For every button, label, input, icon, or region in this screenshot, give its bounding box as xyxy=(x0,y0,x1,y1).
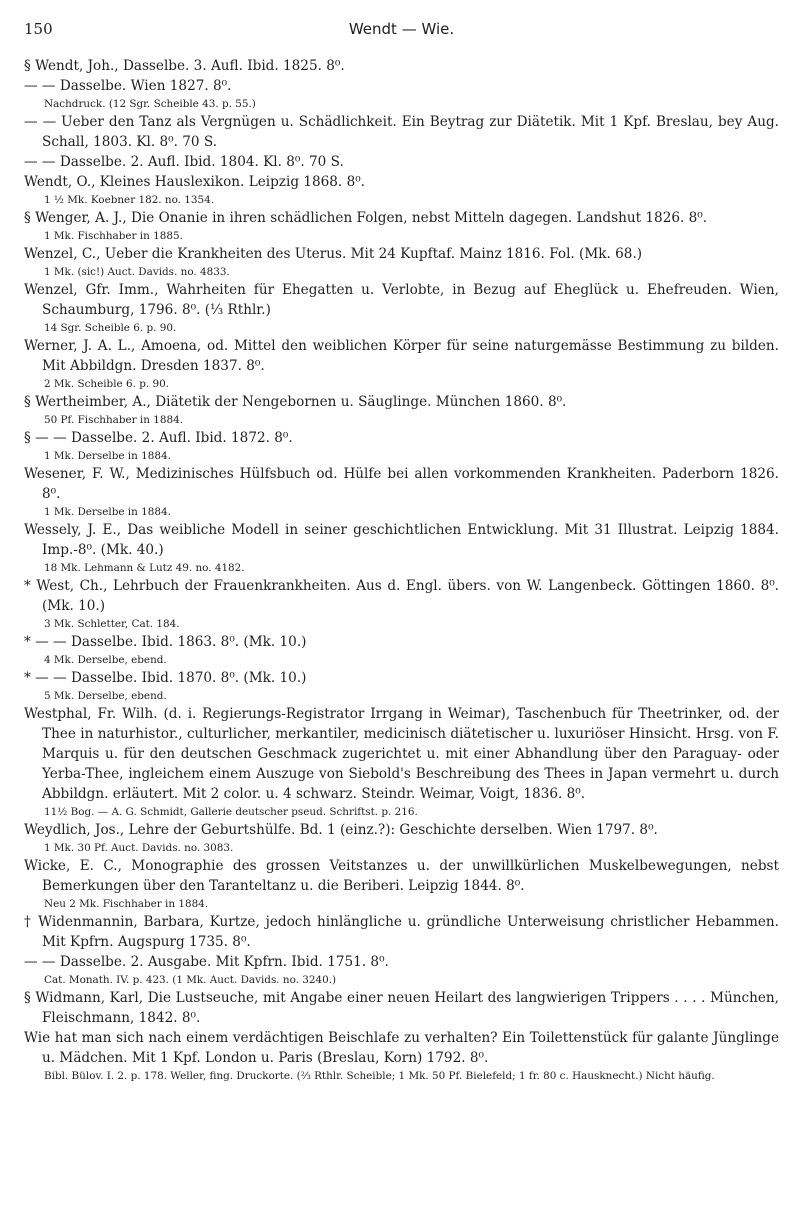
bibliography-entry xyxy=(24,632,779,668)
bibliography-entry xyxy=(24,392,779,428)
entry-text: § — — Dasselbe. 2. Aufl. Ibid. 1872. 8⁰. xyxy=(24,430,293,446)
entry-price-note: 4 Mk. Derselbe, ebend. xyxy=(44,654,167,666)
bibliography-entry xyxy=(24,668,779,704)
entry-price-note: 1 ½ Mk. Koebner 182. no. 1354. xyxy=(44,194,215,206)
entry-price-note: 18 Mk. Lehmann & Lutz 49. no. 4182. xyxy=(44,562,245,574)
running-head: Wendt — Wie. xyxy=(348,20,455,38)
entry-price-note: 5 Mk. Derselbe, ebend. xyxy=(44,690,167,702)
bibliography-entry xyxy=(24,56,779,76)
entry-text: Wie hat man sich nach einem verdächtigen Beischlafe zu verhalten? Ein Toilettenstück für galante Jünglinge u. Mädchen. Mit 1 Kpf. London u. Paris (Breslau, Korn) 1792. 8⁰. xyxy=(24,1030,779,1066)
bibliography-entry xyxy=(24,1028,779,1084)
bibliography-entry xyxy=(24,704,779,820)
entry-text: Wenzel, C., Ueber die Krankheiten des Uterus. Mit 24 Kupftaf. Mainz 1816. Fol. (Mk. 68.) xyxy=(24,246,643,262)
entry-text: * — — Dasselbe. Ibid. 1870. 8⁰. (Mk. 10.) xyxy=(24,670,307,686)
bibliography-entry xyxy=(24,464,779,520)
bibliography-entry xyxy=(24,172,779,208)
entry-text: † Widenmannin, Barbara, Kurtze, jedoch hinlängliche u. gründliche Unterweisung christlicher Hebammen. Mit Kpfrn. Augspurg 1735. 8⁰. xyxy=(24,914,779,950)
page-header xyxy=(24,20,779,44)
bibliography-entry xyxy=(24,856,779,912)
entry-text: Wenzel, Gfr. Imm., Wahrheiten für Ehegatten u. Verlobte, in Bezug auf Eheglück u. Ehefreuden. Wien, Schaumburg, 1796. 8⁰. (⅓ Rthlr.) xyxy=(24,282,779,318)
bibliography-entry xyxy=(24,336,779,392)
bibliography-entry xyxy=(24,244,779,280)
entry-price-note: 1 Mk. 30 Pf. Auct. Davids. no. 3083. xyxy=(44,842,234,854)
bibliography-entry xyxy=(24,152,779,172)
entry-text: — — Dasselbe. 2. Aufl. Ibid. 1804. Kl. 8⁰. 70 S. xyxy=(24,154,344,170)
entry-text: Westphal, Fr. Wilh. (d. i. Regierungs-Registrator Irrgang in Weimar), Taschenbuch für Theetrinker, od. der Thee in naturhistor., culturlicher, merkantiler, medicinisch diätetischer u. luxuriöser Hinsicht. Hrsg. von F. Marquis u. für den deutschen Geschmack zugerichtet u. mit einer Abhandlung über den Paraguay- oder Yerba-Thee, ingleichem einem Auszuge von Siebold's Beschreibung des Thees in Japan vermehrt u. durch Abbildgn. erläutert. Mit 2 color. u. 4 schwarz. Steindr. Weimar, Voigt, 1836. 8⁰. xyxy=(24,706,779,802)
entry-text: — — Dasselbe. 2. Ausgabe. Mit Kpfrn. Ibid. 1751. 8⁰. xyxy=(24,954,389,970)
entry-price-note: 1 Mk. (sic!) Auct. Davids. no. 4833. xyxy=(44,266,230,278)
bibliography-entry xyxy=(24,76,779,112)
entry-price-note: 1 Mk. Derselbe in 1884. xyxy=(44,450,171,462)
entry-text: § Wenger, A. J., Die Onanie in ihren schädlichen Folgen, nebst Mitteln dagegen. Landshut 1826. 8⁰. xyxy=(24,210,708,226)
entry-text: — — Dasselbe. Wien 1827. 8⁰. xyxy=(24,78,232,94)
entry-text: Wicke, E. C., Monographie des grossen Veitstanzes u. der unwillkürlichen Muskelbewegungen, nebst Bemerkungen über den Taranteltanz u. die Beriberi. Leipzig 1844. 8⁰. xyxy=(24,858,779,894)
entry-text: — — Ueber den Tanz als Vergnügen u. Schädlichkeit. Ein Beytrag zur Diätetik. Mit 1 Kpf. Breslau, bey Aug. Schall, 1803. Kl. 8⁰. 70 S. xyxy=(24,114,779,150)
entry-price-note: 11½ Bog. — A. G. Schmidt, Gallerie deutscher pseud. Schriftst. p. 216. xyxy=(44,806,418,818)
bibliography-entry xyxy=(24,576,779,632)
entry-price-note: 3 Mk. Schletter, Cat. 184. xyxy=(44,618,180,630)
entry-text: Wesener, F. W., Medizinisches Hülfsbuch od. Hülfe bei allen vorkommenden Krankheiten. Paderborn 1826. 8⁰. xyxy=(24,466,779,502)
entry-price-note: Nachdruck. (12 Sgr. Scheible 43. p. 55.) xyxy=(44,98,256,110)
bibliography-entry xyxy=(24,520,779,576)
bibliography-list xyxy=(24,56,779,1084)
entry-text: § Wendt, Joh., Dasselbe. 3. Aufl. Ibid. 1825. 8⁰. xyxy=(24,58,345,74)
bibliography-entry xyxy=(24,208,779,244)
entry-price-note: 14 Sgr. Scheible 6. p. 90. xyxy=(44,322,177,334)
entry-price-note: Bibl. Bülov. I. 2. p. 178. Weller, fing. Druckorte. (⅔ Rthlr. Scheible; 1 Mk. 50 Pf. Bielefeld; 1 fr. 80 c. Hausknecht.) Nicht häufig. xyxy=(44,1070,715,1082)
entry-text: Werner, J. A. L., Amoena, od. Mittel den weiblichen Körper für seine naturgemässe Bestimmung zu bilden. Mit Abbildgn. Dresden 1837. 8⁰. xyxy=(24,338,779,374)
bibliography-entry xyxy=(24,912,779,952)
entry-text: § Wertheimber, A., Diätetik der Nengebornen u. Säuglinge. München 1860. 8⁰. xyxy=(24,394,567,410)
entry-text: Wessely, J. E., Das weibliche Modell in seiner geschichtlichen Entwicklung. Mit 31 Illustrat. Leipzig 1884. Imp.-8⁰. (Mk. 40.) xyxy=(24,522,779,558)
entry-text: * West, Ch., Lehrbuch der Frauenkrankheiten. Aus d. Engl. übers. von W. Langenbeck. Göttingen 1860. 8⁰. (Mk. 10.) xyxy=(24,578,779,614)
entry-price-note: 1 Mk. Derselbe in 1884. xyxy=(44,506,171,518)
entry-text: Weydlich, Jos., Lehre der Geburtshülfe. Bd. 1 (einz.?): Geschichte derselben. Wien 1797. 8⁰. xyxy=(24,822,658,838)
bibliography-entry xyxy=(24,280,779,336)
bibliography-entry xyxy=(24,988,779,1028)
bibliography-entry xyxy=(24,428,779,464)
entry-price-note: Neu 2 Mk. Fischhaber in 1884. xyxy=(44,898,209,910)
entry-price-note: 1 Mk. Fischhaber in 1885. xyxy=(44,230,183,242)
bibliography-entry xyxy=(24,112,779,152)
entry-price-note: 2 Mk. Scheible 6. p. 90. xyxy=(44,378,169,390)
entry-text: Wendt, O., Kleines Hauslexikon. Leipzig 1868. 8⁰. xyxy=(24,174,365,190)
page-number: 150 xyxy=(24,20,53,38)
bibliography-entry xyxy=(24,952,779,988)
entry-text: * — — Dasselbe. Ibid. 1863. 8⁰. (Mk. 10.) xyxy=(24,634,307,650)
entry-price-note: 50 Pf. Fischhaber in 1884. xyxy=(44,414,183,426)
entry-price-note: Cat. Monath. IV. p. 423. (1 Mk. Auct. Davids. no. 3240.) xyxy=(44,974,337,986)
entry-text: § Widmann, Karl, Die Lustseuche, mit Angabe einer neuen Heilart des langwierigen Trippers . . . . München, Fleischmann, 1842. 8⁰. xyxy=(24,990,779,1026)
bibliography-entry xyxy=(24,820,779,856)
